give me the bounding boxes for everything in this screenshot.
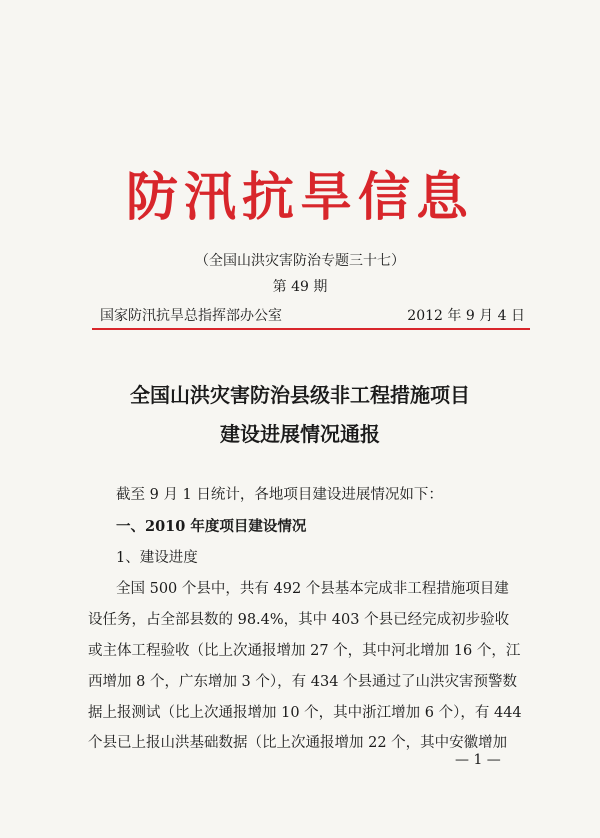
body-paragraph-line: 个县已上报山洪基础数据（比上次通报增加 22 个，其中安徽增加 — [88, 735, 508, 751]
body-paragraph-line: 设任务，占全部县数的 98.4%，其中 403 个县已经完成初步验收 — [88, 612, 510, 628]
article-title-line-2: 建设进展情况通报 — [220, 422, 380, 446]
section-heading-2010: 一、2010 年度项目建设情况 — [116, 518, 307, 535]
issuer-name: 国家防汛抗旱总指挥部办公室 — [100, 308, 282, 324]
issue-date: 2012 年 9 月 4 日 — [407, 308, 525, 324]
page-number: — 1 — — [455, 752, 501, 768]
special-topic-subtitle: （全国山洪灾害防治专题三十七） — [195, 253, 405, 269]
body-paragraph-line: 据上报测试（比上次通报增加 10 个，其中浙江增加 6 个），有 444 — [88, 705, 522, 721]
body-intro-line: 截至 9 月 1 日统计，各地项目建设进展情况如下： — [116, 487, 443, 503]
red-divider-rule — [92, 328, 530, 330]
body-paragraph-line: 西增加 8 个，广东增加 3 个），有 434 个县通过了山洪灾害预警数 — [88, 674, 518, 690]
issue-number: 第 49 期 — [272, 279, 328, 295]
masthead-title: 防汛抗旱信息 — [125, 167, 474, 228]
subsection-heading-progress: 1、建设进度 — [116, 550, 198, 566]
body-paragraph-line: 全国 500 个县中，共有 492 个县基本完成非工程措施项目建 — [116, 581, 509, 597]
body-paragraph-line: 或主体工程验收（比上次通报增加 27 个，其中河北增加 16 个，江 — [88, 643, 521, 659]
article-title-line-1: 全国山洪灾害防治县级非工程措施项目 — [130, 383, 470, 407]
